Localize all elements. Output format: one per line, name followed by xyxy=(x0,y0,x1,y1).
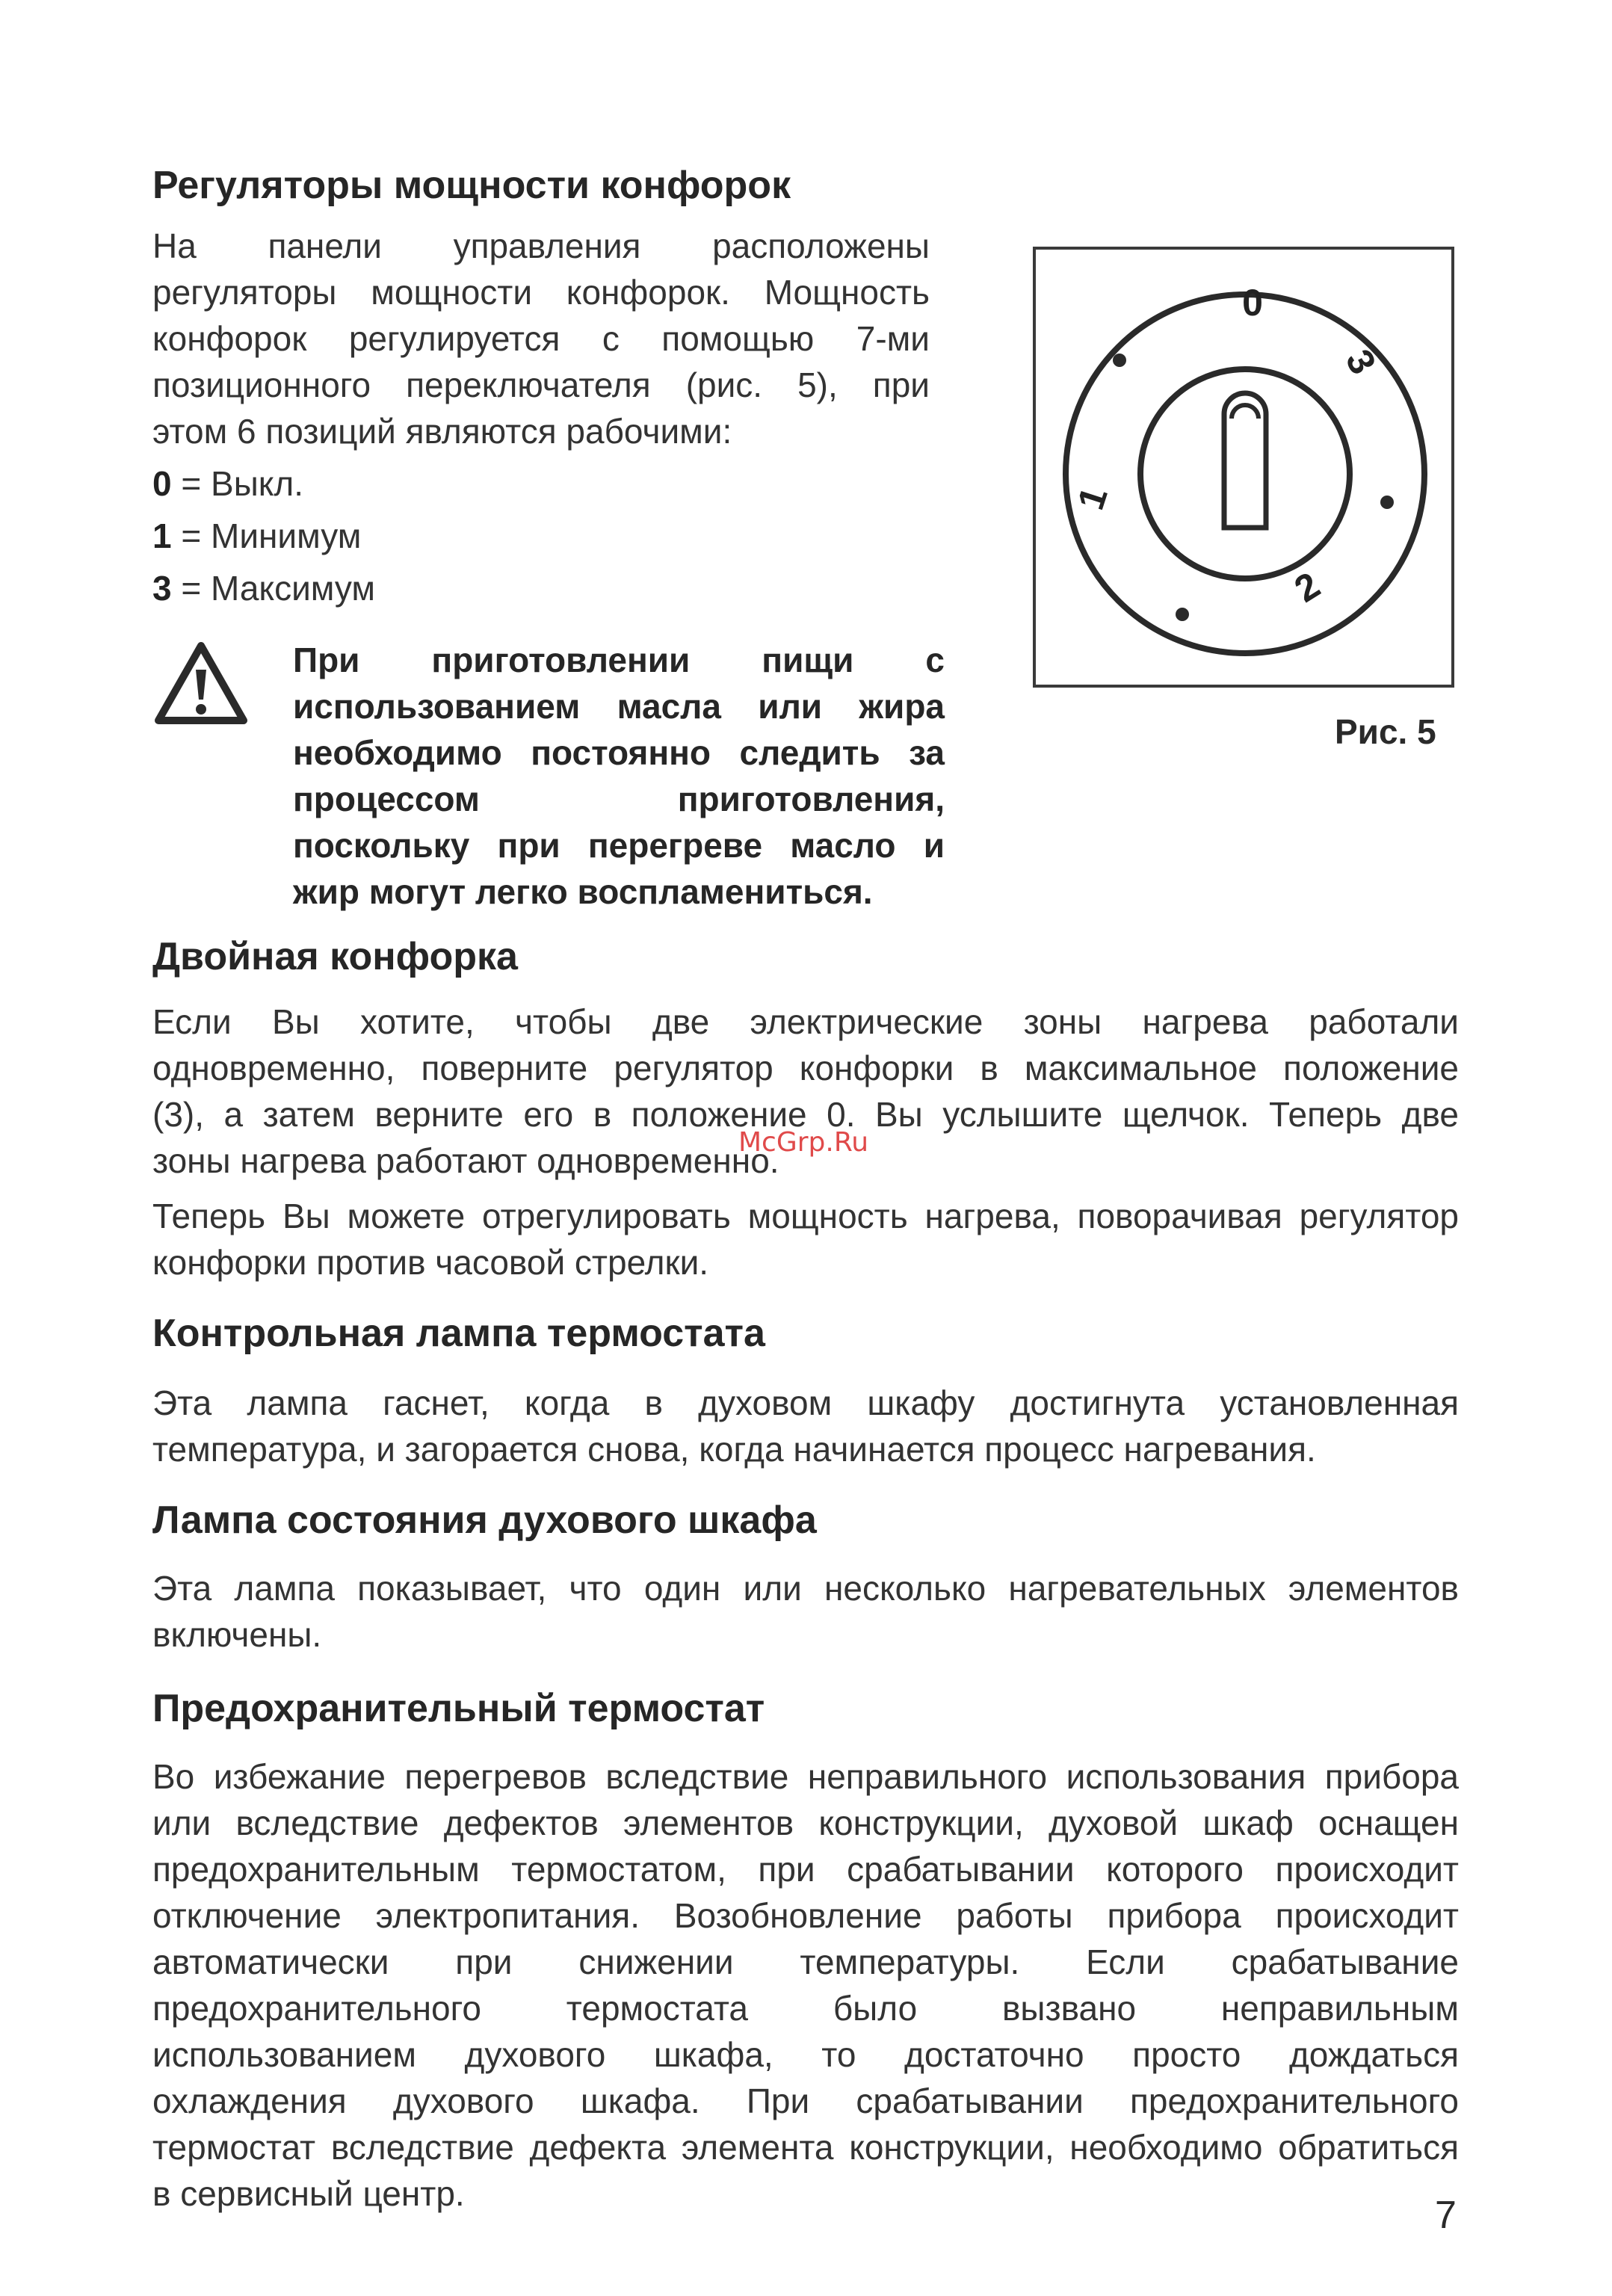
warning-line: При приготовлении пищи с xyxy=(293,641,945,679)
text-line: или вследствие дефектов элементов конструкции, духовой шкаф оснащен xyxy=(152,1803,1459,1842)
setting-min xyxy=(152,510,361,562)
text-line: предохранительного термостата было вызвано неправильным xyxy=(152,1989,1459,2028)
knob-label-2: 2 xyxy=(1287,564,1327,611)
text-line: одновременно, поверните регулятор конфорки в максимальное положение xyxy=(152,1049,1459,1087)
warning-text xyxy=(293,637,945,915)
section-title-oven-status-lamp: Лампа состояния духового шкафа xyxy=(152,1499,817,1542)
text-line: температура, и загорается снова, когда начинается процесс нагревания. xyxy=(152,1430,1316,1469)
warning-line: использованием масла или жира xyxy=(293,687,945,726)
setting-key: 0 xyxy=(152,464,172,503)
knob-label-0: 0 xyxy=(1242,282,1263,324)
setting-max xyxy=(152,562,375,614)
text-line: включены. xyxy=(152,1615,322,1654)
text-line: Во избежание перегревов вследствие неправильного использования прибора xyxy=(152,1757,1459,1796)
burner-knob-diagram xyxy=(1036,250,1451,685)
intro-line: позиционного переключателя (рис. 5), при xyxy=(152,365,930,404)
knob-label-3: 3 xyxy=(1337,342,1385,381)
text-line: конфорки против часовой стрелки. xyxy=(152,1243,709,1282)
text-line: отключение электропитания. Возобновление работы прибора происходит xyxy=(152,1896,1459,1935)
intro-line: конфорок регулируется с помощью 7-ми xyxy=(152,319,930,358)
intro-line: На панели управления расположены xyxy=(152,226,930,265)
text-line: автоматически при снижении температуры. Если срабатывание xyxy=(152,1942,1459,1981)
dual-burner-paragraph-2 xyxy=(152,1193,1459,1286)
burner-controls-intro xyxy=(152,223,930,454)
text-line: использованием духового шкафа, то достаточно просто дождаться xyxy=(152,2035,1459,2074)
figure-caption: Рис. 5 xyxy=(1335,712,1436,751)
oven-status-lamp-paragraph xyxy=(152,1565,1459,1658)
warning-line: процессом приготовления, xyxy=(293,780,945,818)
thermostat-lamp-paragraph xyxy=(152,1380,1459,1472)
setting-value: = Минимум xyxy=(171,516,362,555)
knob-label-1: 1 xyxy=(1069,481,1116,515)
intro-line: регуляторы мощности конфорок. Мощность xyxy=(152,273,930,312)
position-dot xyxy=(1380,496,1394,509)
figure-knob-diagram xyxy=(1033,247,1454,688)
section-title-burner-controls: Регуляторы мощности конфорок xyxy=(152,164,791,207)
setting-off xyxy=(152,457,303,510)
text-line: Теперь Вы можете отрегулировать мощность нагрева, поворачивая регулятор xyxy=(152,1197,1459,1235)
text-line: термостат вследствие дефекта элемента конструкции, необходимо обратиться xyxy=(152,2128,1459,2167)
warning-triangle-icon xyxy=(152,640,250,728)
warning-line: необходимо постоянно следить за xyxy=(293,733,945,772)
text-line: Эта лампа показывает, что один или несколько нагревательных элементов xyxy=(152,1569,1459,1608)
text-line: Эта лампа гаснет, когда в духовом шкафу достигнута установленная xyxy=(152,1383,1459,1422)
text-line: зоны нагрева работают одновременно. xyxy=(152,1141,779,1180)
page-number: 7 xyxy=(1435,2194,1457,2237)
text-line: охлаждения духового шкафа. При срабатывании предохранительного xyxy=(152,2081,1459,2120)
watermark: McGrp.Ru xyxy=(738,1127,869,1158)
position-dot xyxy=(1176,608,1189,621)
text-line: (3), а затем верните его в положение 0. Вы услышите щелчок. Теперь две xyxy=(152,1095,1459,1134)
position-dot xyxy=(1113,354,1126,367)
section-title-safety-thermostat: Предохранительный термостат xyxy=(152,1687,765,1730)
safety-thermostat-paragraph xyxy=(152,1753,1459,2217)
section-title-thermostat-lamp: Контрольная лампа термостата xyxy=(152,1312,765,1355)
warning-line: поскольку при перегреве масло и xyxy=(293,826,945,865)
text-line: в сервисный центр. xyxy=(152,2174,465,2213)
text-line: Если Вы хотите, чтобы две электрические зоны нагрева работали xyxy=(152,1002,1459,1041)
setting-value: = Выкл. xyxy=(171,464,304,503)
text-line: предохранительным термостатом, при срабатывании которого происходит xyxy=(152,1850,1459,1889)
intro-line: этом 6 позиций являются рабочими: xyxy=(152,412,732,451)
setting-key: 3 xyxy=(152,569,172,608)
setting-key: 1 xyxy=(152,516,172,555)
warning-line: жир могут легко воспламениться. xyxy=(293,872,873,911)
section-title-dual-burner: Двойная конфорка xyxy=(152,935,518,978)
setting-value: = Максимум xyxy=(171,569,376,608)
